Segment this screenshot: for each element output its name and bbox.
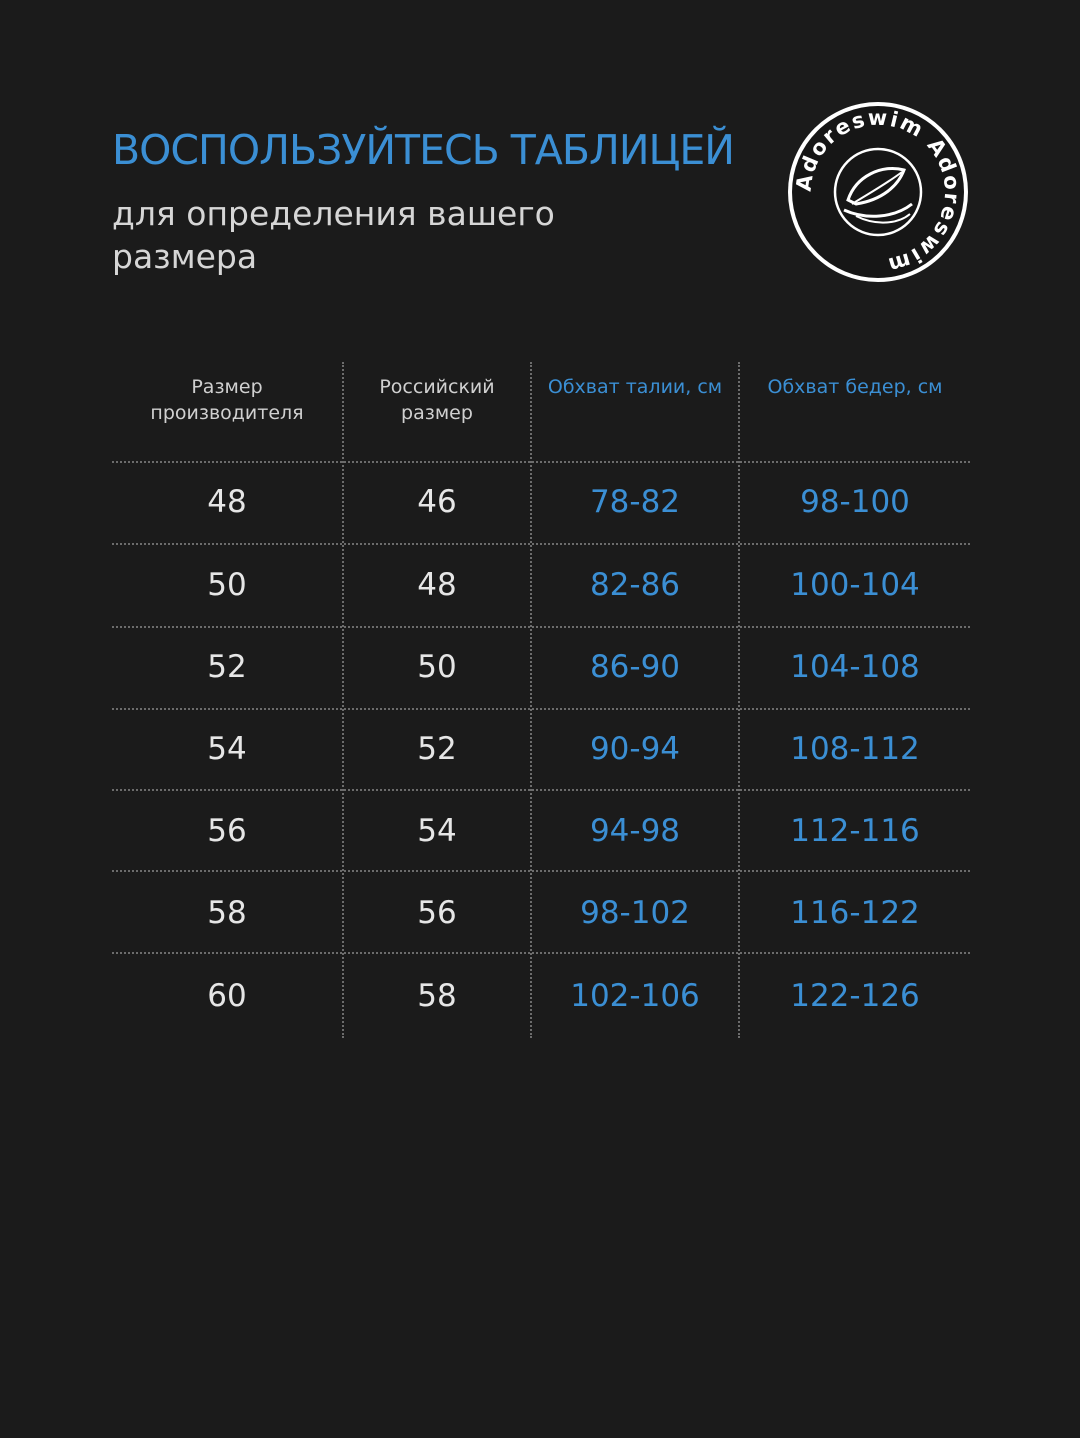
- column-header-manufacturer-size: Размер производителя: [150, 376, 304, 424]
- table-cell-russian-size: 46: [417, 484, 457, 520]
- column-header-waist: Обхват талии, см: [547, 376, 723, 398]
- column-header-hips: Обхват бедер, см: [767, 376, 943, 398]
- table-cell-russian-size: 50: [417, 649, 457, 685]
- table-cell-waist: 98-102: [580, 895, 690, 931]
- table-cell-manufacturer-size: 48: [207, 484, 247, 520]
- table-cell-russian-size: 54: [417, 813, 457, 849]
- table-cell-manufacturer-size: 54: [207, 731, 247, 767]
- leaf-in-circle-icon: [786, 100, 970, 284]
- table-cell-waist: 90-94: [589, 731, 681, 767]
- column-header-russian-size: Российский размер: [379, 376, 495, 424]
- table-cell-russian-size: 48: [417, 567, 457, 603]
- table-cell-hips: 98-100: [800, 484, 910, 520]
- table-cell-waist: 82-86: [589, 567, 681, 603]
- table-cell-hips: 112-116: [790, 813, 920, 849]
- table-cell-manufacturer-size: 60: [207, 978, 247, 1014]
- page-subtitle: для определения вашего размера: [112, 194, 555, 276]
- brand-logo: [786, 100, 970, 284]
- logo-text: Adoreswim Adoreswim: [791, 105, 965, 278]
- table-cell-russian-size: 58: [417, 978, 457, 1014]
- table-cell-waist: 86-90: [589, 649, 681, 685]
- table-cell-waist: 102-106: [570, 978, 700, 1014]
- table-cell-manufacturer-size: 56: [207, 813, 247, 849]
- table-cell-waist: 94-98: [589, 813, 681, 849]
- table-cell-hips: 108-112: [790, 731, 920, 767]
- table-cell-russian-size: 52: [417, 731, 457, 767]
- table-cell-hips: 104-108: [790, 649, 920, 685]
- table-cell-hips: 116-122: [790, 895, 920, 931]
- page-title: ВОСПОЛЬЗУЙТЕСЬ ТАБЛИЦЕЙ: [112, 126, 734, 174]
- table-cell-waist: 78-82: [589, 484, 681, 520]
- table-cell-hips: 100-104: [790, 567, 920, 603]
- table-cell-manufacturer-size: 58: [207, 895, 247, 931]
- table-cell-manufacturer-size: 50: [207, 567, 247, 603]
- table-cell-hips: 122-126: [790, 978, 920, 1014]
- table-cell-russian-size: 56: [417, 895, 457, 931]
- table-cell-manufacturer-size: 52: [207, 649, 247, 685]
